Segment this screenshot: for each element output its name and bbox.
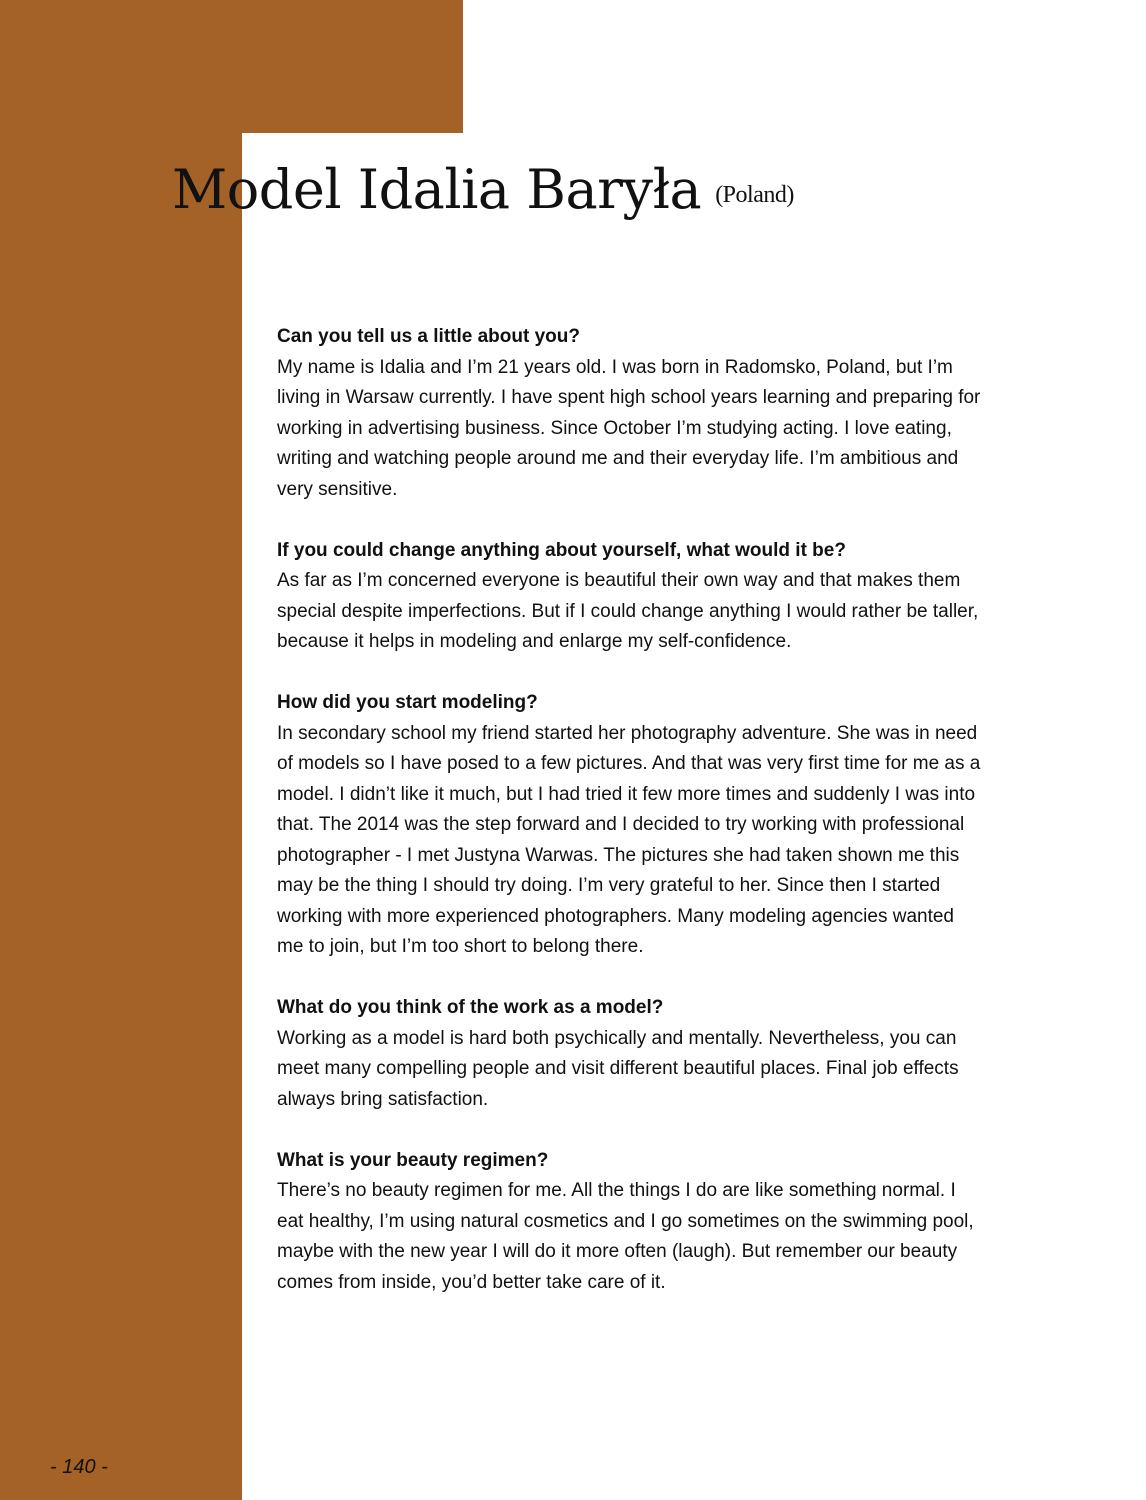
- accent-bar-top: [0, 0, 463, 133]
- question: How did you start modeling?: [277, 692, 538, 713]
- page-title: [172, 150, 794, 235]
- answer: As far as I’m concerned everyone is beautiful their own way and that makes them special despite imperfections. But if I could change anything I would rather be taller, because it helps in modeling and enlarge my self-confidence.: [277, 570, 979, 652]
- answer: Working as a model is hard both psychically and mentally. Nevertheless, you can meet many compelling people and visit different beautiful places. Final job effects always bring satisfaction.: [277, 1027, 959, 1110]
- question: If you could change anything about yourself, what would it be?: [277, 539, 846, 561]
- question: What do you think of the work as a model?: [277, 997, 664, 1018]
- qa-item: [277, 536, 1077, 658]
- model-name: Idalia Baryła: [357, 158, 702, 221]
- interview-body: [277, 322, 1077, 1329]
- qa-item: [277, 993, 1077, 1115]
- question: What is your beauty regimen?: [277, 1149, 549, 1171]
- page-number: - 140 -: [50, 1456, 108, 1478]
- answer: In secondary school my friend started her photography adventure. She was in need of models so I have posed to a few pictures. And that was very first time for me as a model. I didn’t like it much, but I had tried it few more times and suddenly I was into that. The 2014 was the step forward and I decided to try working with professional photographer - I met Justyna Warwas. The pictures she had taken shown me this may be the thing I should try doing. I’m very grateful to her. Since then I started working with more experienced photographers. Many modeling agencies wanted me to join, but I’m too short to belong there.: [277, 722, 981, 957]
- answer: My name is Idalia and I’m 21 years old. I was born in Radomsko, Poland, but I’m living in Warsaw currently. I have spent high school years learning and preparing for working in advertising business. Since October I’m studying acting. I love eating, writing and watching people around me and their everyday life. I’m ambitious and very sensitive.: [277, 356, 981, 500]
- model-country: (Poland): [715, 182, 794, 208]
- qa-item: [277, 322, 1077, 505]
- qa-item: [277, 688, 1077, 963]
- question: Can you tell us a little about you?: [277, 326, 580, 347]
- qa-item: [277, 1146, 1077, 1299]
- answer: There’s no beauty regimen for me. All the things I do are like something normal. I eat healthy, I’m using natural cosmetics and I go sometimes on the swimming pool, maybe with the new year I will do it more often (laugh). But remember our beauty comes from inside, you’d better take care of it.: [277, 1180, 974, 1293]
- title-prefix: Model: [172, 158, 342, 221]
